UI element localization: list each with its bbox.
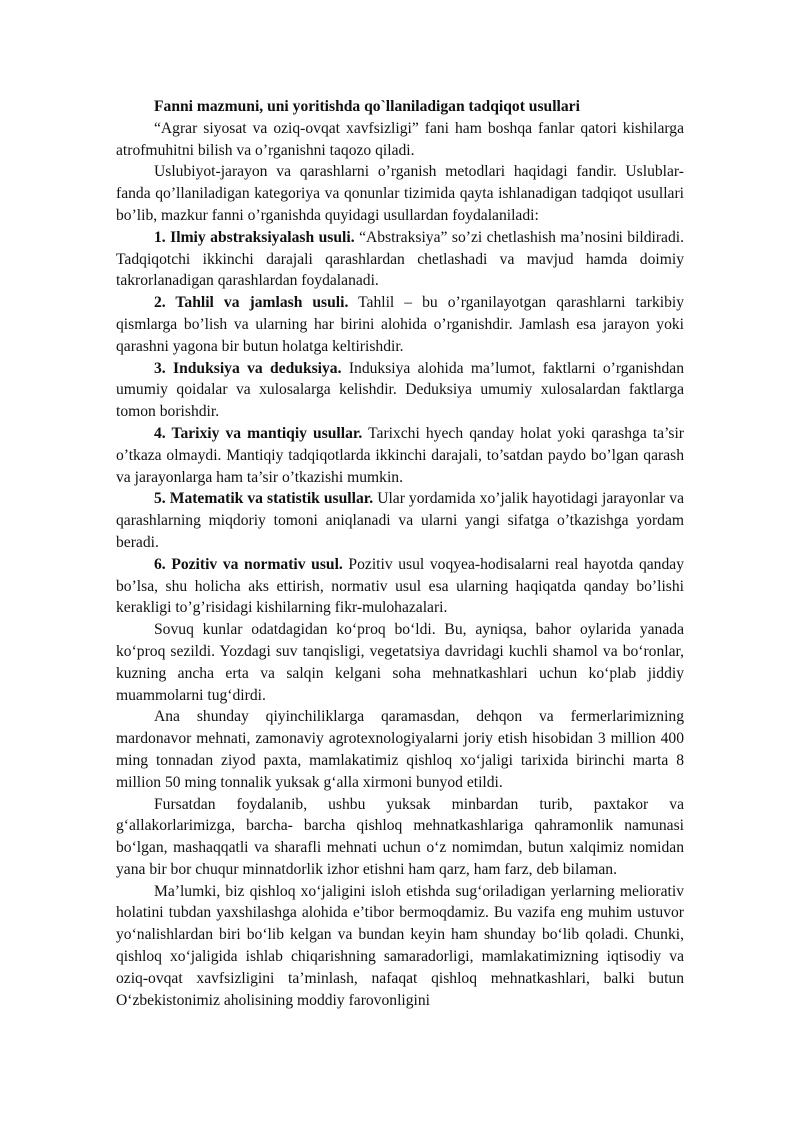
paragraph-text: Tarixchi hyech qanday holat yoki qarashga ta’sir o’tkaza olmaydi. Mantiqiy tadqiqotlarda ikkinchi darajali, to’satdan paydo bo’lgan qarash va jarayonlarga ham ta’sir o’tkazishi mumkin. xyxy=(116,424,684,486)
paragraph-text: Fursatdan foydalanib, ushbu yuksak minbardan turib, paxtakor va g‘allakorlarimizga, barcha- barcha qishloq mehnatkashlariga qahramonlik namunasi bo‘lgan, mashaqqatli va sharafli mehnati uchun o‘z nomimdan, butun xalqimiz nomidan yana bir bor chuqur minnatdorlik izhor etishni ham qarz, ham farz, deb bilaman. xyxy=(116,795,684,878)
paragraph-text: Uslubiyot-jarayon va qarashlarni o’rganish metodlari haqidagi fandir. Uslublar-fanda qo’llaniladigan kategoriya va qonunlar tizimida qayta ishlanadigan tadqiqot usullari bo’lib, mazkur fanni o’rganishda quyidagi usullardan foydalaniladi: xyxy=(116,163,684,224)
method-heading: 1. Ilmiy abstraksiyalash usuli. xyxy=(154,228,355,246)
paragraph-text: Induksiya alohida ma’lumot, faktlarni o’rganishdan umumiy qoidalar va xulosalarga kelishdir. Deduksiya umumiy xulosalardan faktlarga tomon borishdir. xyxy=(116,359,684,421)
method-item-6 xyxy=(116,554,684,619)
paragraph-text: Ular yordamida xo’jalik hayotidagi jarayonlar va qarashlarning miqdoriy tomoni aniqlanadi va ularni yangi sifatga o’tkazishga yordam beradi. xyxy=(116,490,684,551)
method-item-2 xyxy=(116,292,684,357)
paragraph-text: Tahlil – bu o’rganilayotgan qarashlarni tarkibiy qismlarga bo’lish va ularning har birini alohida o’rganishdir. Jamlash esa jarayon yoki qarashni yagona bir butun holatga keltirishdir. xyxy=(116,294,684,355)
method-item-3 xyxy=(116,358,684,423)
method-heading: 6. Pozitiv va normativ usul. xyxy=(154,555,343,573)
paragraph-harvest xyxy=(116,706,684,793)
paragraph-melioration xyxy=(116,881,684,1012)
document-page xyxy=(116,96,684,1011)
section-title: Fanni mazmuni, uni yoritishda qo`llaniladigan tadqiqot usullari xyxy=(154,98,580,115)
paragraph-text: Ma’lumki, biz qishloq xo‘jaligini isloh etishda sug‘oriladigan yerlarning meliorativ holatini tubdan yaxshilashga alohida e’tibor bermoqdamiz. Bu vazifa eng muhim ustuvor yo‘nalishlardan biri bo‘lib kelgan va bundan keyin ham shunday bo‘lib qoladi. Chunki, qishloq xo‘jaligida ishlab chiqarishning samaradorligi, mamlakatimizning iqtisodiy va oziq-ovqat xavfsizligini ta’minlash, nafaqat qishloq mehnatkashlari, balki butun O‘zbekistonimiz aholisining moddiy farovonligini xyxy=(116,882,684,1009)
method-heading: 4. Tarixiy va mantiqiy usullar. xyxy=(154,424,363,442)
paragraph-text: “Agrar siyosat va oziq-ovqat xavfsizligi” fani ham boshqa fanlar qatori kishilarga atrofmuhitni bilish va o’rganishni taqozo qiladi. xyxy=(116,119,684,159)
paragraph-text: Pozitiv usul voqyea-hodisalarni real hayotda qanday bo’lsa, shu holicha aks ettirish, normativ usul esa ularning haqiqatda qanday bo’lishi kerakligi to’g’risidagi kishilarning fikr-mulohazalari. xyxy=(116,555,684,617)
method-item-5 xyxy=(116,488,684,553)
method-heading: 5. Matematik va statistik usullar. xyxy=(154,490,374,508)
method-heading: 3. Induksiya va deduksiya. xyxy=(154,359,342,377)
paragraph-text: “Abstraksiya” so’zi chetlashish ma’nosini bildiradi. Tadqiqotchi ikkinchi darajali qarashlardan chetlashadi va mavjud hamda doimiy takrorlanadigan qarashlardan foydalanadi. xyxy=(116,228,685,290)
paragraph-intro xyxy=(116,118,684,162)
paragraph-text: Ana shunday qiyinchiliklarga qaramasdan, dehqon va fermerlarimizning mardonavor mehnati, zamonaviy agrotexnologiyalarni joriy etish hisobidan 3 million 400 ming tonnadan ziyod paxta, mamlakatimiz qishloq xo‘jaligi tarixida birinchi marta 8 million 50 ming tonnalik yuksak g‘alla xirmoni bunyod etildi. xyxy=(116,708,684,791)
method-item-1 xyxy=(116,227,684,292)
paragraph-weather xyxy=(116,619,684,706)
paragraph-gratitude xyxy=(116,794,684,881)
method-heading: 2. Tahlil va jamlash usuli. xyxy=(154,294,349,312)
paragraph-text: Sovuq kunlar odatdagidan ko‘proq bo‘ldi. Bu, ayniqsa, bahor oylarida yanada ko‘proq sezildi. Yozdagi suv tanqisligi, vegetatsiya davridagi kuchli shamol va bo‘ronlar, kuzning ancha erta va salqin kelgani soha mehnatkashlari uchun ko‘plab jiddiy muammolarni tug‘dirdi. xyxy=(116,621,684,704)
paragraph-methodology xyxy=(116,161,684,226)
method-item-4 xyxy=(116,423,684,488)
